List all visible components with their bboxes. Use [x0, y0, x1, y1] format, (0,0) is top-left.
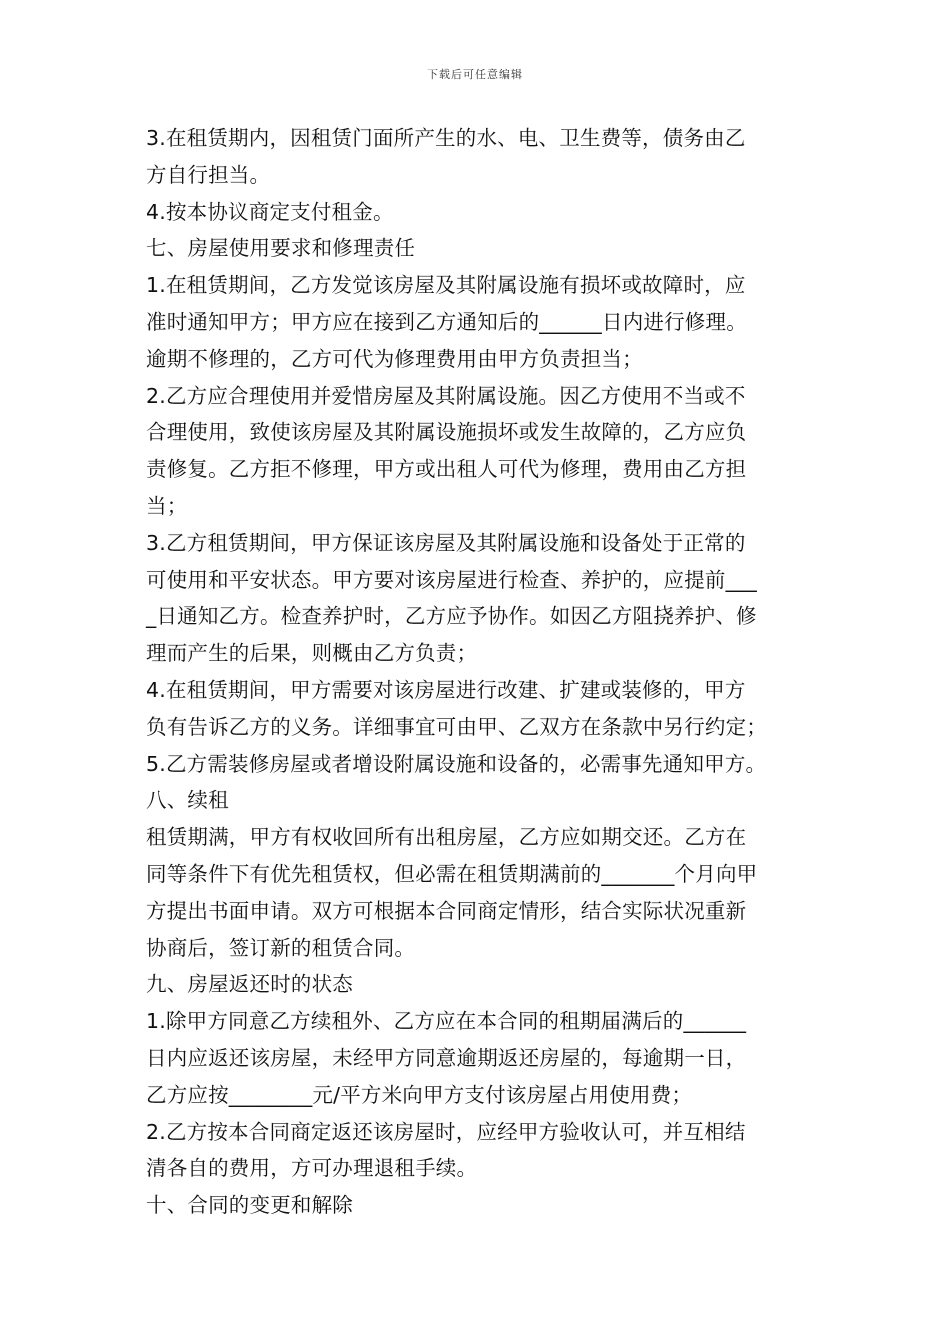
text-line: 同等条件下有优先租赁权，但必需在租赁期满前的_______个月向甲 [146, 861, 758, 886]
section-heading: 十、合同的变更和解除 [146, 1193, 353, 1218]
text-line: 1.除甲方同意乙方续租外、乙方应在本合同的租期届满后的______ [146, 1009, 747, 1034]
text-line: 租赁期满，甲方有权收回所有出租房屋，乙方应如期交还。乙方在 [146, 825, 747, 850]
document-body [146, 120, 811, 1224]
text-line: 2.乙方按本合同商定返还该房屋时，应经甲方验收认可，并互相结 [146, 1119, 746, 1144]
text-line: 当； [146, 493, 188, 518]
text-line: 方自行担当。 [146, 162, 271, 187]
text-line: 3.乙方租赁期间，甲方保证该房屋及其附属设施和设备处于正常的 [146, 530, 746, 555]
text-line: 2.乙方应合理使用并爱惜房屋及其附属设施。因乙方使用不当或不 [146, 383, 746, 408]
section-heading: 九、房屋返还时的状态 [146, 972, 353, 997]
page-header: 下载后可任意编辑 [427, 68, 523, 81]
section-heading: 八、续租 [146, 788, 229, 813]
text-line: 逾期不修理的，乙方可代为修理费用由甲方负责担当； [146, 346, 643, 371]
text-line: 乙方应按________元/平方米向甲方支付该房屋占用使用费； [146, 1082, 693, 1107]
section-heading: 七、房屋使用要求和修理责任 [146, 236, 416, 261]
text-line: 责修复。乙方拒不修理，甲方或出租人可代为修理，费用由乙方担 [146, 457, 747, 482]
text-line: 清各自的费用，方可办理退租手续。 [146, 1156, 478, 1181]
text-line: 3.在租赁期内，因租赁门面所产生的水、电、卫生费等，债务由乙 [146, 126, 746, 150]
text-line: _日通知乙方。检查养护时，乙方应予协作。如因乙方阻挠养护、修 [146, 604, 757, 629]
text-line: 4.按本协议商定支付租金。 [146, 199, 394, 224]
text-line: 负有告诉乙方的义务。详细事宜可由甲、乙双方在条款中另行约定； [146, 714, 767, 739]
text-line: 理而产生的后果，则概由乙方负责； [146, 641, 478, 666]
text-line: 5.乙方需装修房屋或者增设附属设施和设备的，必需事先通知甲方。 [146, 751, 767, 776]
text-line: 日内应返还该房屋，未经甲方同意逾期返还房屋的，每逾期一日， [146, 1045, 747, 1070]
text-line: 协商后，签订新的租赁合同。 [146, 935, 416, 960]
text-line: 方提出书面申请。双方可根据本合同商定情形，结合实际状况重新 [146, 898, 747, 923]
text-line: 准时通知甲方；甲方应在接到乙方通知后的______日内进行修理。 [146, 309, 747, 334]
text-line: 可使用和平安状态。甲方要对该房屋进行检查、养护的，应提前___ [146, 567, 757, 592]
text-line: 4.在租赁期间，甲方需要对该房屋进行改建、扩建或装修的，甲方 [146, 677, 746, 702]
text-line: 合理使用，致使该房屋及其附属设施损坏或发生故障的，乙方应负 [146, 420, 747, 445]
text-line: 1.在租赁期间，乙方发觉该房屋及其附属设施有损坏或故障时，应 [146, 273, 746, 298]
